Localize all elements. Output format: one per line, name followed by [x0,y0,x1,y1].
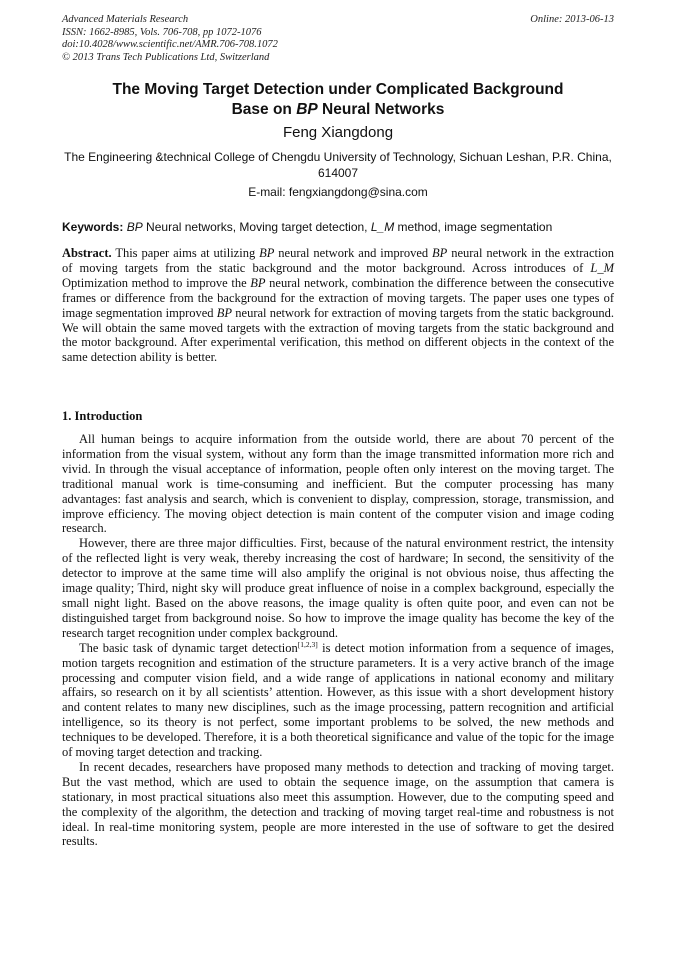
online-date [530,14,614,27]
author-name: Feng Xiangdong [282,124,394,141]
abstract-bp: BP [432,246,448,260]
abstract-text: Optimization method to improve the [62,275,251,290]
abstract-bp: BP [216,305,233,320]
intro-paragraph-4: In recent decades, researchers have proposed many methods to detection and tracking of moving target. But the vast method, which are used to obtain the sequence image, on the assumption that camera is stationary, in most practical situations also meet this assumption. However, due to the computing speed and the complexity of the algorithm, the detection and tracking of moving target real-time and robustness is not ideal. In real-time monitoring system, people are more interested in the use of software to get the desired results. [62,759,614,849]
citation-ref: [1,2,3] [297,639,318,649]
paper-title [62,80,614,120]
abstract-bp: BP [259,246,275,260]
abstract-text: neural network, combination the difference between the consecutive frames or difference from the background for the extraction of moving targets. The paper uses one types of image segmentation improved [62,275,615,320]
keyword-bp: BP [126,220,143,234]
keyword-lm: L_M [370,220,395,234]
section-heading-introduction: 1. Introduction [62,409,143,423]
abstract-bp: BP [250,275,266,290]
abstract-label: Abstract. [62,246,112,260]
keywords-part-2: method, image segmentation [394,220,553,234]
title-bp: BP [296,101,318,118]
keywords [62,220,614,235]
online-date-text: Online: 2013-06-13 [530,14,614,25]
issn-line: ISSN: 1662-8985, Vols. 706-708, pp 1072-1076 [62,26,262,38]
title-line-2 [62,100,614,120]
copyright-line: © 2013 Trans Tech Publications Ltd, Switzerland [62,51,270,63]
intro-paragraph-2: However, there are three major difficulties. First, because of the natural environment restrict, the intensity of the reflected light is very weak, thereby increasing the cost of hardware; In second, the sensitivity of the detector to improve at the same time will also amplify the original is not obvious noise, thus affecting the image quality; Third, night sky will produce great influence of noise in a complex background, especially the small night light. Based on the above reasons, the image quality is often quite poor, and even can not be distinguished target from background noise. So how to improve the image quality has become the key of the research target recognition under complex background. [62,536,614,640]
author-email: E-mail: fengxiangdong@sina.com [248,185,428,199]
title-line-1: The Moving Target Detection under Complicated Background [112,81,564,98]
abstract-lm: L_M [590,260,614,275]
intro-paragraph-3 [62,641,614,760]
keywords-label: Keywords: [62,220,124,234]
intro-paragraph-3-post: is detect motion information from a sequence of images, motion targets recognition and estimation of the structure parameters. It is a very active branch of the image processing and computer vision field, and a wide range of applications in national economy and military affairs, so research on it by all scientists’ attention. However, as this issue with a short development history and content relates to many new disciplines, such as the image processing, pattern recognition and artificial intelligence, so its theory is not perfect, some important problems to be solved, the new methods and techniques to be developed. Therefore, it is a both theoretical significance and value of the topic for the image of moving target detection and tracking. [62,640,614,760]
introduction-body [62,432,614,849]
title-line-2-pre: Base on [231,101,297,118]
intro-paragraph-1: All human beings to acquire information from the outside world, there are about 70 percent of the information from the visual system, without any form than the image transmitted information more rich and vivid. In through the visual acceptance of information, people often only interest on the moving target. The traditional manual work is time-consuming and inefficient. But the computer processing has many advantages: fast analysis and search, which is convenient to display, compression, storage, transmission, and improve efficiency. The moving object detection is main content of the computer vision and image coding research. [62,432,614,536]
intro-paragraph-3-pre: The basic task of dynamic target detection [79,640,298,655]
abstract [62,246,614,365]
keywords-part-1: Neural networks, Moving target detection, [142,220,371,234]
doi-line: doi:10.4028/www.scientific.net/AMR.706-708.1072 [62,39,278,50]
abstract-text: neural network for extraction of moving targets from the static background. We will obtain the same moved targets with the extraction of moving targets from the static background and the motor background. After experimental verification, this method on different objects in the context of the same detection ability is better. [62,305,614,365]
journal-header [62,14,278,64]
journal-name: Advanced Materials Research [62,14,189,25]
abstract-text: neural network and improved [274,246,433,260]
affiliation: The Engineering &technical College of Chengdu University of Technology, Sichuan Leshan, P.R. China, 614007 [64,150,612,180]
abstract-text: neural network in the extraction of moving targets from the static background and the motor background. Across introduces of [62,246,614,275]
abstract-text: This paper aims at utilizing [111,246,260,260]
title-line-2-post: Neural Networks [317,101,445,118]
